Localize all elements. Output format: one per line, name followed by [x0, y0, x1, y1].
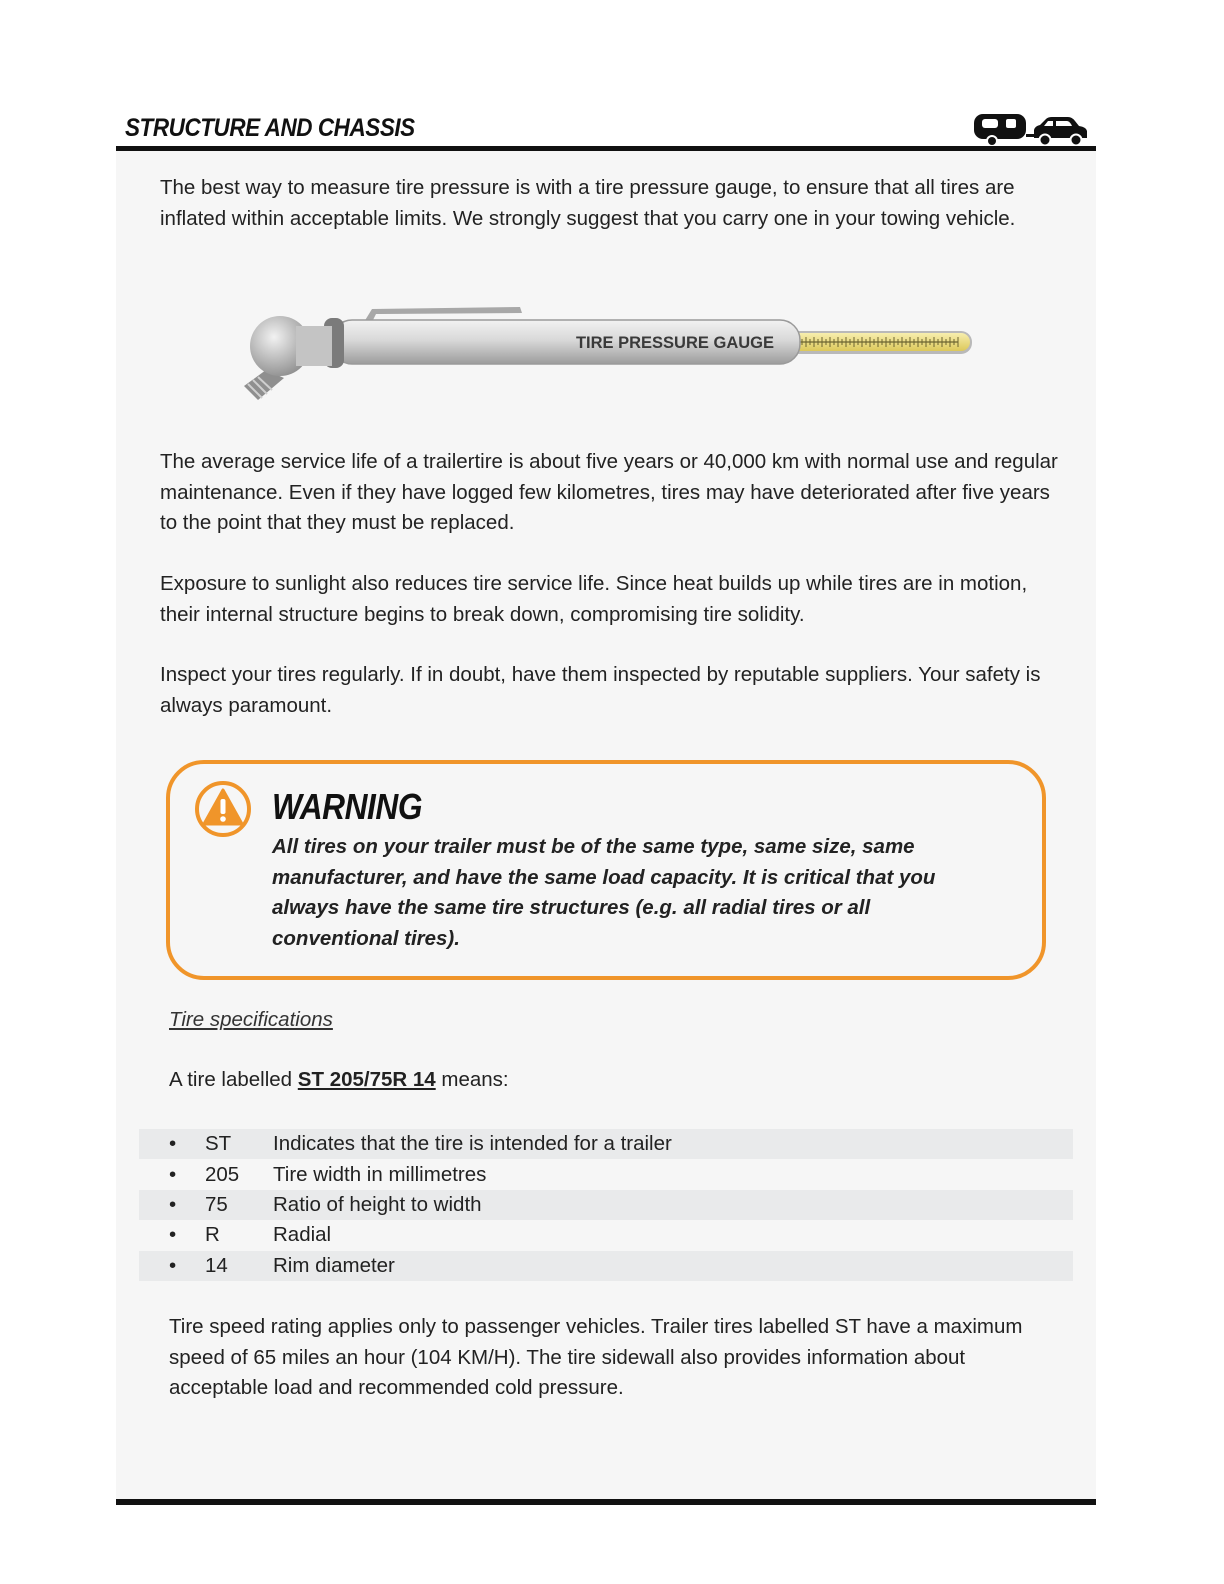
- sunlight-paragraph: Exposure to sunlight also reduces tire service life. Since heat builds up while tires are in motion, their internal structure begins to break down, compromising tire solidity.: [160, 572, 1028, 626]
- list-item: [139, 1220, 1073, 1250]
- tire-pressure-gauge-illustration: [236, 300, 976, 404]
- gauge-label: TIRE PRESSURE GAUGE: [575, 334, 774, 352]
- spec-code: 14: [205, 1253, 228, 1277]
- speed-rating-paragraph: Tire speed rating applies only to passenger vehicles. Trailer tires labelled ST have a maximum speed of 65 miles an hour (104 KM/H). The tire sidewall also provides information about acceptable load and recommended cold pressure.: [169, 1315, 1023, 1399]
- spec-description: Indicates that the tire is intended for a trailer: [273, 1132, 672, 1156]
- spec-code: R: [205, 1223, 220, 1247]
- bullet: •: [169, 1223, 177, 1247]
- service-life-paragraph: The average service life of a trailertire is about five years or 40,000 km with normal use and regular maintenance. Even if they have logged few kilometres, tires may have deteriorated after five years to the point that they must be replaced.: [160, 450, 1058, 534]
- warning-icon: [194, 780, 252, 838]
- tire-spec-list: [139, 1129, 1073, 1281]
- section-title: STRUCTURE AND CHASSIS: [125, 114, 415, 142]
- bullet: •: [169, 1253, 177, 1277]
- bullet: •: [169, 1192, 177, 1216]
- spec-description: Rim diameter: [273, 1253, 395, 1277]
- spec-description: Radial: [273, 1223, 332, 1247]
- spec-description: Tire width in millimetres: [273, 1162, 487, 1186]
- intro-paragraph: The best way to measure tire pressure is with a tire pressure gauge, to ensure that all tires are inflated within acceptable limits. We strongly suggest that you carry one in your towing vehicle.: [160, 176, 1016, 230]
- trailer-and-car-icon: [972, 110, 1090, 150]
- spec-description: Ratio of height to width: [273, 1192, 482, 1216]
- list-item: [139, 1190, 1073, 1220]
- list-item: [139, 1251, 1073, 1281]
- warning-text: All tires on your trailer must be of the same type, same size, same manufacturer, and have the same load capacity. It is critical that you always have the same tire structures (e.g. all radial tires or all conventional tires).: [272, 835, 936, 950]
- spec-code: 205: [205, 1162, 240, 1186]
- list-item: [139, 1159, 1073, 1189]
- bullet: •: [169, 1162, 177, 1186]
- spec-code: 75: [205, 1192, 228, 1216]
- tire-specifications-heading: Tire specifications: [169, 1008, 333, 1031]
- tire-label-code: ST 205/75R 14: [297, 1068, 436, 1091]
- warning-title: WARNING: [272, 786, 423, 827]
- tire-label-suffix: means:: [441, 1068, 509, 1091]
- tire-label-sentence: [169, 1068, 509, 1092]
- footer-rule: [116, 1499, 1096, 1505]
- spec-code: ST: [205, 1132, 232, 1156]
- inspect-paragraph: Inspect your tires regularly. If in doubt, have them inspected by reputable suppliers. Your safety is always paramount.: [160, 663, 1041, 717]
- list-item: [139, 1129, 1073, 1159]
- tire-label-prefix: A tire labelled: [169, 1068, 293, 1091]
- bullet: •: [169, 1132, 177, 1156]
